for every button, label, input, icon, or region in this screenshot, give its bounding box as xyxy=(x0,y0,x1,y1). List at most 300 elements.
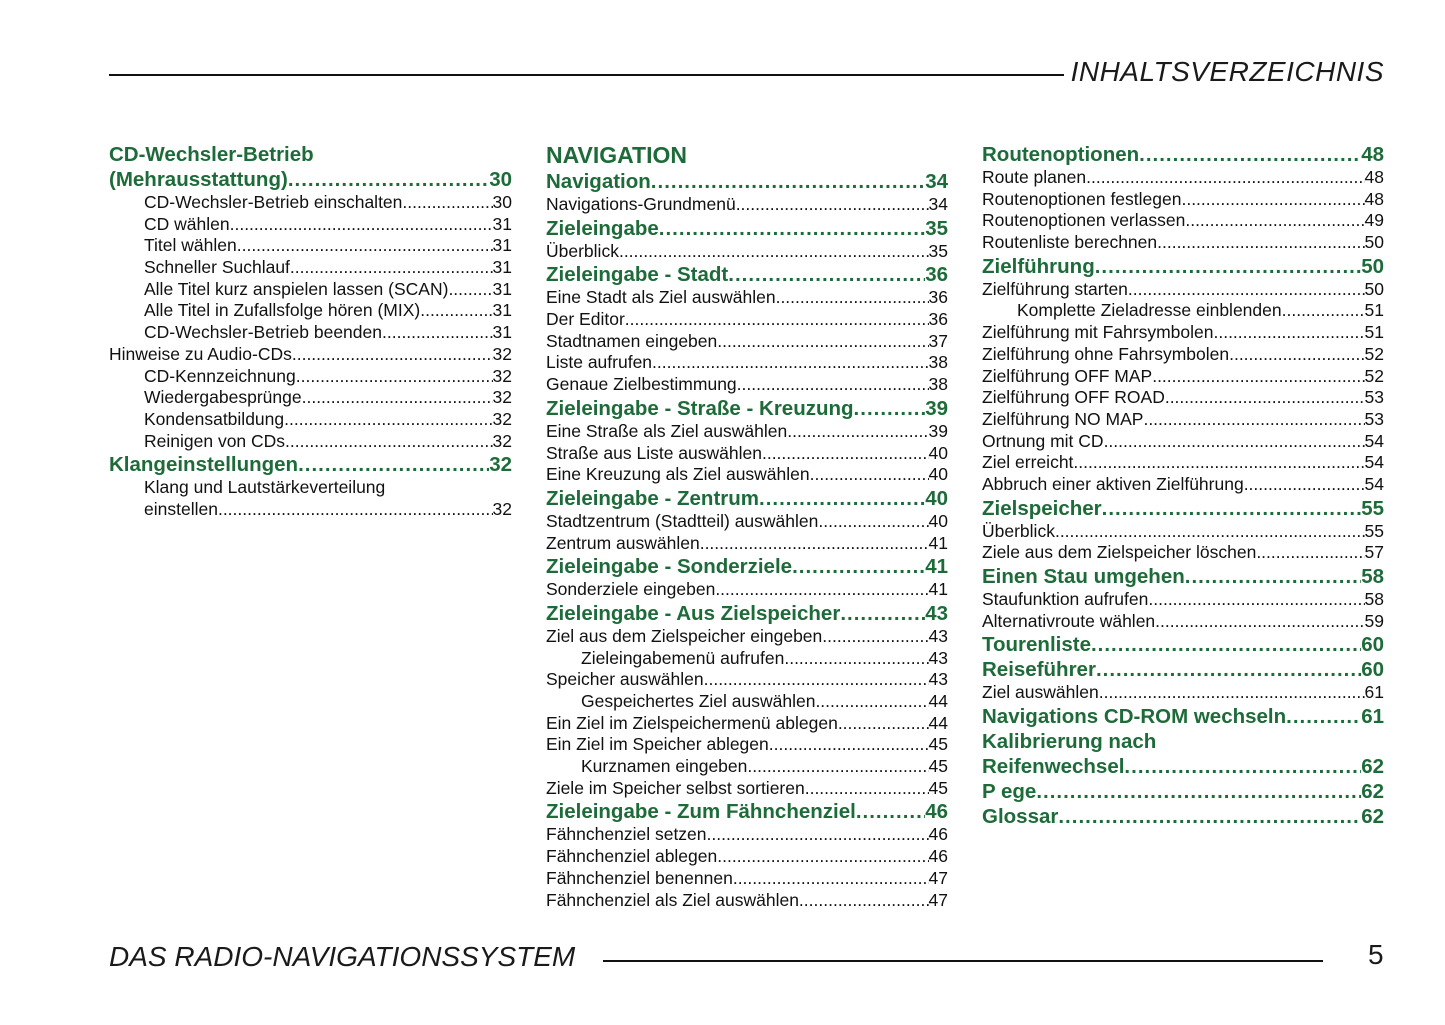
toc-entry xyxy=(982,474,1384,496)
toc-entry-page: 31 xyxy=(492,300,512,321)
toc-entry-title: Zieleingabe - Aus Zielspeicher xyxy=(546,601,841,625)
toc-chapter-entry xyxy=(982,254,1384,279)
toc-leader-dots xyxy=(1165,387,1365,409)
toc-entry-title: Einen Stau umgehen xyxy=(982,565,1185,588)
toc-entry-title: Zieleingabemenü aufrufen xyxy=(581,647,785,668)
toc-chapter-entry xyxy=(546,554,948,579)
toc-entry-title: Klang und Lautstärkeverteilung xyxy=(144,477,386,498)
toc-chapter-entry xyxy=(109,452,512,477)
toc-entry-title: Komplette Zieladresse einblenden xyxy=(1017,300,1282,321)
toc-entry-page: 57 xyxy=(1364,542,1384,563)
toc-entry-page: 50 xyxy=(1364,232,1384,253)
toc-leader-dots xyxy=(805,778,929,800)
toc-leader-dots xyxy=(288,167,489,192)
toc-entry-page: 32 xyxy=(492,430,512,451)
toc-entry-page: 30 xyxy=(489,168,512,191)
toc-entry-page: 48 xyxy=(1364,188,1384,209)
toc-leader-dots xyxy=(707,824,929,846)
toc-section-title xyxy=(546,142,948,169)
toc-entry-page: 53 xyxy=(1364,408,1384,429)
toc-chapter-entry xyxy=(109,167,512,192)
toc-entry-title: CD-Wechsler-Betrieb einschalten xyxy=(144,192,403,212)
toc-entry-title: Reiseführer xyxy=(982,658,1096,682)
toc-chapter-entry xyxy=(982,704,1384,729)
toc-leader-dots xyxy=(420,300,492,322)
toc-entry-page: 38 xyxy=(928,352,948,373)
toc-entry xyxy=(546,287,948,309)
toc-entry-page: 31 xyxy=(492,235,512,256)
page-number: 5 xyxy=(1368,939,1384,970)
toc-leader-dots xyxy=(652,352,928,374)
toc-leader-dots xyxy=(1104,431,1365,453)
toc-entry xyxy=(109,366,512,388)
toc-entry-title: Schneller Suchlauf xyxy=(144,257,290,278)
toc-leader-dots xyxy=(736,194,929,216)
toc-entry-title: Routenliste berechnen xyxy=(982,232,1158,253)
toc-leader-dots xyxy=(822,626,928,648)
toc-entry-page: 54 xyxy=(1364,473,1384,494)
toc-leader-dots xyxy=(787,421,928,443)
toc-chapter-entry xyxy=(982,804,1384,829)
toc-entry-title: Ziele aus dem Zielspeicher löschen xyxy=(982,542,1257,563)
toc-entry-title: Zentrum auswählen xyxy=(546,532,700,553)
toc-entry-page: 35 xyxy=(928,240,948,261)
toc-entry xyxy=(982,232,1384,254)
toc-entry xyxy=(109,214,512,236)
toc-entry-title: Ein Ziel im Speicher ablegen xyxy=(546,734,769,755)
toc-entry xyxy=(982,682,1384,704)
toc-entry-page: 40 xyxy=(928,510,948,531)
toc-chapter-entry xyxy=(982,779,1384,804)
toc-entry-page: 47 xyxy=(928,889,948,910)
toc-leader-dots xyxy=(737,374,929,396)
toc-chapter-entry xyxy=(546,262,948,287)
toc-leader-dots xyxy=(1148,589,1364,611)
toc-entry xyxy=(982,431,1384,453)
toc-entry xyxy=(982,611,1384,633)
toc-leader-dots xyxy=(1096,657,1361,682)
toc-entry xyxy=(546,824,948,846)
toc-leader-dots xyxy=(733,868,929,890)
toc-entry-page: 31 xyxy=(492,322,512,343)
toc-entry-title: Straße aus Liste auswählen xyxy=(546,442,762,463)
toc-entry xyxy=(546,868,948,890)
toc-leader-dots xyxy=(1102,496,1362,521)
toc-leader-dots xyxy=(762,443,929,465)
toc-entry xyxy=(546,533,948,555)
toc-leader-dots xyxy=(799,890,929,912)
toc-leader-dots xyxy=(448,279,492,301)
toc-leader-dots xyxy=(784,648,928,670)
toc-entry-page: 32 xyxy=(489,453,512,477)
toc-entry-title: NAVIGATION xyxy=(546,142,687,168)
toc-entry-page: 45 xyxy=(928,777,948,798)
toc-leader-dots xyxy=(1282,300,1365,322)
toc-chapter-entry xyxy=(982,657,1384,682)
toc-leader-dots xyxy=(1091,632,1361,657)
toc-entry-page: 46 xyxy=(925,800,948,824)
toc-entry-page: 35 xyxy=(925,216,948,240)
toc-leader-dots xyxy=(285,431,492,453)
toc-entry-page: 62 xyxy=(1361,780,1384,804)
toc-leader-dots xyxy=(840,601,925,626)
toc-entry-page: 51 xyxy=(1364,300,1384,321)
toc-entry xyxy=(546,511,948,533)
toc-leader-dots xyxy=(298,452,489,477)
toc-entry xyxy=(982,279,1384,301)
toc-entry xyxy=(982,300,1384,322)
toc-entry xyxy=(982,210,1384,232)
toc-entry xyxy=(109,499,512,521)
toc-leader-dots xyxy=(651,169,925,194)
toc-entry-title: Hinweise zu Audio-CDs xyxy=(109,343,292,364)
toc-entry-page: 32 xyxy=(492,408,512,429)
toc-entry-page: 48 xyxy=(1364,167,1384,187)
toc-entry-page: 45 xyxy=(928,756,948,777)
toc-entry-title: Kurznamen eingeben xyxy=(581,756,748,777)
toc-entry xyxy=(546,579,948,601)
header-rule xyxy=(109,74,1064,76)
toc-entry xyxy=(109,387,512,409)
toc-leader-dots xyxy=(1286,704,1361,729)
toc-entry-title: Reifenwechsel xyxy=(982,755,1125,779)
toc-entry xyxy=(546,374,948,396)
toc-entry-page: 44 xyxy=(928,712,948,733)
toc-column-1 xyxy=(109,142,512,521)
toc-entry xyxy=(546,331,948,353)
toc-column-3 xyxy=(982,142,1384,829)
toc-entry-title: Routenoptionen verlassen xyxy=(982,210,1186,231)
toc-entry-title: Zielführung ohne Fahrsymbolen xyxy=(982,343,1230,364)
toc-column-2 xyxy=(546,142,948,911)
toc-entry-title: Fähnchenziel als Ziel auswählen xyxy=(546,889,799,910)
toc-entry xyxy=(546,691,948,713)
toc-entry xyxy=(982,366,1384,388)
toc-entry-page: 41 xyxy=(928,532,948,553)
toc-entry xyxy=(546,648,948,670)
toc-entry-title: Genaue Zielbestimmung xyxy=(546,374,737,395)
toc-entry-page: 40 xyxy=(928,464,948,485)
toc-entry-page: 45 xyxy=(928,734,948,755)
toc-chapter-entry xyxy=(982,754,1384,779)
toc-entry-title: Ziel erreicht xyxy=(982,452,1074,473)
toc-entry-page: 52 xyxy=(1364,343,1384,364)
toc-entry xyxy=(982,542,1384,564)
toc-entry-page: 43 xyxy=(928,647,948,668)
toc-leader-dots xyxy=(838,713,929,735)
toc-leader-dots xyxy=(717,846,928,868)
toc-entry xyxy=(546,443,948,465)
toc-entry-title: Zieleingabe - Straße - Kreuzung xyxy=(546,396,854,420)
toc-entry-page: 62 xyxy=(1361,755,1384,779)
toc-leader-dots xyxy=(818,511,928,533)
toc-entry-page: 32 xyxy=(492,387,512,408)
toc-entry-title: Zielführung mit Fahrsymbolen xyxy=(982,322,1214,343)
toc-chapter-entry xyxy=(982,496,1384,521)
toc-leader-dots xyxy=(1244,474,1365,496)
toc-chapter-entry xyxy=(982,632,1384,657)
toc-entry-title: Alternativroute wählen xyxy=(982,610,1156,631)
toc-entry-title: Navigations-Grundmenü xyxy=(546,194,736,214)
toc-entry-title: Überblick xyxy=(982,520,1055,541)
toc-chapter-entry xyxy=(546,486,948,511)
toc-entry-title: Alle Titel kurz anspielen lassen (SCAN) xyxy=(144,278,449,299)
toc-entry xyxy=(982,167,1384,189)
toc-entry-title: Der Editor xyxy=(546,309,625,330)
toc-entry-page: 36 xyxy=(925,263,948,287)
toc-entry xyxy=(546,756,948,778)
toc-entry xyxy=(546,464,948,486)
toc-leader-dots xyxy=(1139,142,1361,167)
toc-entry-page: 46 xyxy=(928,824,948,845)
toc-entry xyxy=(982,521,1384,543)
toc-entry xyxy=(109,257,512,279)
toc-entry-title: CD wählen xyxy=(144,213,230,234)
toc-entry xyxy=(546,626,948,648)
toc-leader-dots xyxy=(1181,189,1364,211)
toc-entry-title: Zieleingabe - Sonderziele xyxy=(546,555,793,579)
toc-leader-dots xyxy=(700,533,929,555)
header-title: INHALTSVERZEICHNIS xyxy=(1070,56,1384,87)
toc-entry xyxy=(982,409,1384,431)
toc-entry xyxy=(109,322,512,344)
toc-leader-dots xyxy=(856,799,925,824)
toc-entry-title: Alle Titel in Zufallsfolge hören (MIX) xyxy=(144,300,421,321)
toc-entry-page: 55 xyxy=(1364,520,1384,541)
toc-entry-title: Ortnung mit CD xyxy=(982,430,1104,451)
toc-leader-dots xyxy=(810,464,929,486)
toc-entry xyxy=(546,890,948,912)
toc-entry-page: 38 xyxy=(928,374,948,395)
toc-entry-page: 43 xyxy=(928,625,948,646)
toc-leader-dots xyxy=(1157,232,1364,254)
toc-entry-page: 59 xyxy=(1364,610,1384,631)
toc-entry-title: P ege xyxy=(982,780,1037,804)
toc-leader-dots xyxy=(625,309,929,331)
toc-leader-dots xyxy=(237,235,493,257)
toc-entry-title: Stadtnamen eingeben xyxy=(546,330,718,351)
toc-entry-title: Zieleingabe - Zum Fähnchenziel xyxy=(546,800,856,824)
toc-leader-dots xyxy=(1058,804,1361,829)
toc-leader-dots xyxy=(1086,167,1364,189)
toc-entry-page: 46 xyxy=(928,846,948,867)
toc-entry-page: 40 xyxy=(925,486,948,510)
toc-entry-page: 61 xyxy=(1361,705,1384,729)
toc-entry-page: 53 xyxy=(1364,387,1384,408)
toc-entry-page: 58 xyxy=(1361,565,1384,588)
toc-entry xyxy=(109,344,512,366)
toc-leader-dots xyxy=(1155,611,1364,633)
toc-leader-dots xyxy=(717,331,928,353)
toc-entry-page: 62 xyxy=(1361,805,1384,829)
toc-entry-title: Zielführung OFF ROAD xyxy=(982,387,1165,408)
toc-entry xyxy=(546,352,948,374)
toc-entry-title: Zielspeicher xyxy=(982,496,1102,520)
toc-entry-title: CD-Wechsler-Betrieb xyxy=(109,143,314,166)
toc-entry-page: 41 xyxy=(925,555,948,579)
toc-entry-page: 31 xyxy=(492,278,512,299)
toc-entry-page: 55 xyxy=(1361,496,1384,520)
toc-entry xyxy=(982,452,1384,474)
toc-leader-dots xyxy=(1152,366,1364,388)
toc-leader-dots xyxy=(230,214,493,236)
toc-entry-title: Routenoptionen xyxy=(982,143,1140,166)
toc-entry-page: 61 xyxy=(1364,682,1384,703)
toc-entry-title: Reinigen von CDs xyxy=(144,430,286,451)
toc-entry-page: 32 xyxy=(492,365,512,386)
toc-entry xyxy=(546,734,948,756)
toc-entry-title: Fähnchenziel benennen xyxy=(546,867,733,888)
toc-entry-title: Zieleingabe xyxy=(546,216,659,240)
toc-entry xyxy=(109,300,512,322)
toc-leader-dots xyxy=(1095,254,1361,279)
toc-entry xyxy=(546,713,948,735)
toc-entry-page: 30 xyxy=(492,192,512,212)
toc-entry-page: 44 xyxy=(928,691,948,711)
toc-leader-dots xyxy=(1213,322,1364,344)
toc-entry xyxy=(109,431,512,453)
toc-entry-title: Eine Stadt als Ziel auswählen xyxy=(546,287,776,308)
toc-entry-title: Route planen xyxy=(982,167,1087,187)
toc-entry-title: Ziel aus dem Zielspeicher eingeben xyxy=(546,625,823,646)
toc-entry-page: 58 xyxy=(1364,589,1384,609)
toc-leader-dots xyxy=(792,554,925,579)
toc-entry-title: (Mehrausstattung) xyxy=(109,168,288,191)
footer-rule xyxy=(603,960,1323,962)
toc-leader-dots xyxy=(218,499,493,521)
toc-entry-title: Sonderziele eingeben xyxy=(546,579,716,600)
toc-leader-dots xyxy=(728,262,925,287)
toc-leader-dots xyxy=(659,216,925,241)
toc-chapter-entry xyxy=(546,169,948,194)
toc-leader-dots xyxy=(1128,279,1365,301)
toc-entry-page: 41 xyxy=(928,579,948,600)
toc-entry-page: 31 xyxy=(492,213,512,234)
toc-entry-page: 34 xyxy=(928,194,948,214)
toc-entry-title: Ziel auswählen xyxy=(982,682,1099,703)
toc-leader-dots xyxy=(715,579,928,601)
toc-entry-title: Zielführung OFF MAP xyxy=(982,365,1153,386)
toc-chapter-entry xyxy=(546,799,948,824)
toc-entry-title: Glossar xyxy=(982,805,1059,829)
toc-entry-page: 39 xyxy=(925,396,948,420)
toc-entry xyxy=(982,189,1384,211)
toc-entry-title: Kalibrierung nach xyxy=(982,730,1157,754)
toc-entry-title: Klangeinstellungen xyxy=(109,453,299,477)
toc-entry-page: 43 xyxy=(928,669,948,690)
toc-entry-title: Zielführung NO MAP xyxy=(982,408,1144,429)
toc-entry-page: 48 xyxy=(1361,143,1384,166)
toc-leader-dots xyxy=(776,287,929,309)
toc-entry-title: Fähnchenziel setzen xyxy=(546,824,707,845)
toc-chapter-entry xyxy=(546,396,948,421)
toc-chapter-entry xyxy=(546,601,948,626)
toc-leader-dots xyxy=(382,322,493,344)
toc-entry-title: Stadtzentrum (Stadtteil) auswählen xyxy=(546,510,819,531)
toc-leader-dots xyxy=(704,669,929,691)
footer-title: DAS RADIO-NAVIGATIONSSYSTEM xyxy=(109,941,576,972)
toc-entry-page: 34 xyxy=(925,170,948,193)
toc-entry xyxy=(109,235,512,257)
toc-entry-title: Zieleingabe - Zentrum xyxy=(546,486,759,510)
toc-leader-dots xyxy=(1185,210,1364,232)
toc-entry xyxy=(109,409,512,431)
toc-entry-title: Navigations CD-ROM wechseln xyxy=(982,705,1287,729)
toc-entry-page: 60 xyxy=(1361,633,1384,657)
toc-entry-title: Ein Ziel im Zielspeichermenü ablegen xyxy=(546,712,838,733)
toc-chapter-entry xyxy=(982,564,1384,589)
toc-entry xyxy=(546,421,948,443)
toc-entry xyxy=(982,589,1384,611)
toc-entry xyxy=(546,778,948,800)
toc-leader-dots xyxy=(296,366,493,388)
toc-leader-dots xyxy=(747,756,928,778)
toc-entry xyxy=(109,477,512,499)
toc-entry-title: Zieleingabe - Stadt xyxy=(546,263,729,287)
toc-entry-title: Eine Kreuzung als Ziel auswählen xyxy=(546,464,810,485)
toc-leader-dots xyxy=(1229,344,1364,366)
toc-entry-page: 36 xyxy=(928,309,948,330)
toc-entry-page: 51 xyxy=(1364,322,1384,343)
toc-entry xyxy=(109,279,512,301)
toc-entry-page: 39 xyxy=(928,420,948,441)
toc-entry-title: Staufunktion aufrufen xyxy=(982,589,1149,609)
toc-chapter-entry xyxy=(546,216,948,241)
toc-entry-page: 54 xyxy=(1364,452,1384,473)
toc-leader-dots xyxy=(284,409,492,431)
toc-leader-dots xyxy=(302,387,493,409)
toc-entry-title: Liste aufrufen xyxy=(546,352,653,373)
toc-leader-dots xyxy=(1055,521,1365,543)
toc-entry-page: 43 xyxy=(925,601,948,625)
toc-entry xyxy=(546,669,948,691)
toc-entry-title: Abbruch einer aktiven Zielführung xyxy=(982,473,1244,494)
toc-leader-dots xyxy=(769,734,929,756)
toc-entry-page: 36 xyxy=(928,287,948,308)
toc-entry-title: Routenoptionen festlegen xyxy=(982,188,1182,209)
toc-leader-dots xyxy=(619,241,929,263)
toc-leader-dots xyxy=(815,691,928,713)
toc-leader-dots xyxy=(1185,564,1361,589)
toc-entry-page: 54 xyxy=(1364,430,1384,451)
toc-entry xyxy=(546,846,948,868)
toc-leader-dots xyxy=(292,344,493,366)
toc-leader-dots xyxy=(402,192,492,214)
toc-leader-dots xyxy=(1256,542,1364,564)
toc-entry xyxy=(546,309,948,331)
toc-entry-page: 50 xyxy=(1361,254,1384,278)
toc-entry xyxy=(546,241,948,263)
toc-leader-dots xyxy=(1124,754,1361,779)
toc-entry xyxy=(982,344,1384,366)
toc-chapter-entry xyxy=(982,729,1384,754)
toc-entry xyxy=(546,194,948,216)
toc-entry-page: 32 xyxy=(492,343,512,364)
toc-entry-title: Tourenliste xyxy=(982,633,1091,657)
toc-entry-page: 47 xyxy=(928,867,948,888)
toc-entry-title: Navigation xyxy=(546,170,651,193)
toc-entry-title: Speicher auswählen xyxy=(546,669,704,690)
toc-leader-dots xyxy=(1099,682,1365,704)
toc-entry-page: 49 xyxy=(1364,210,1384,231)
toc-leader-dots xyxy=(1073,452,1364,474)
toc-entry-title: Zielführung starten xyxy=(982,278,1128,299)
toc-entry-title: Wiedergabesprünge xyxy=(144,387,302,408)
toc-entry-page: 40 xyxy=(928,442,948,463)
toc-entry-title: Ziele im Speicher selbst sortieren xyxy=(546,777,805,798)
toc-entry-title: einstellen xyxy=(144,498,218,519)
toc-leader-dots xyxy=(1036,779,1361,804)
